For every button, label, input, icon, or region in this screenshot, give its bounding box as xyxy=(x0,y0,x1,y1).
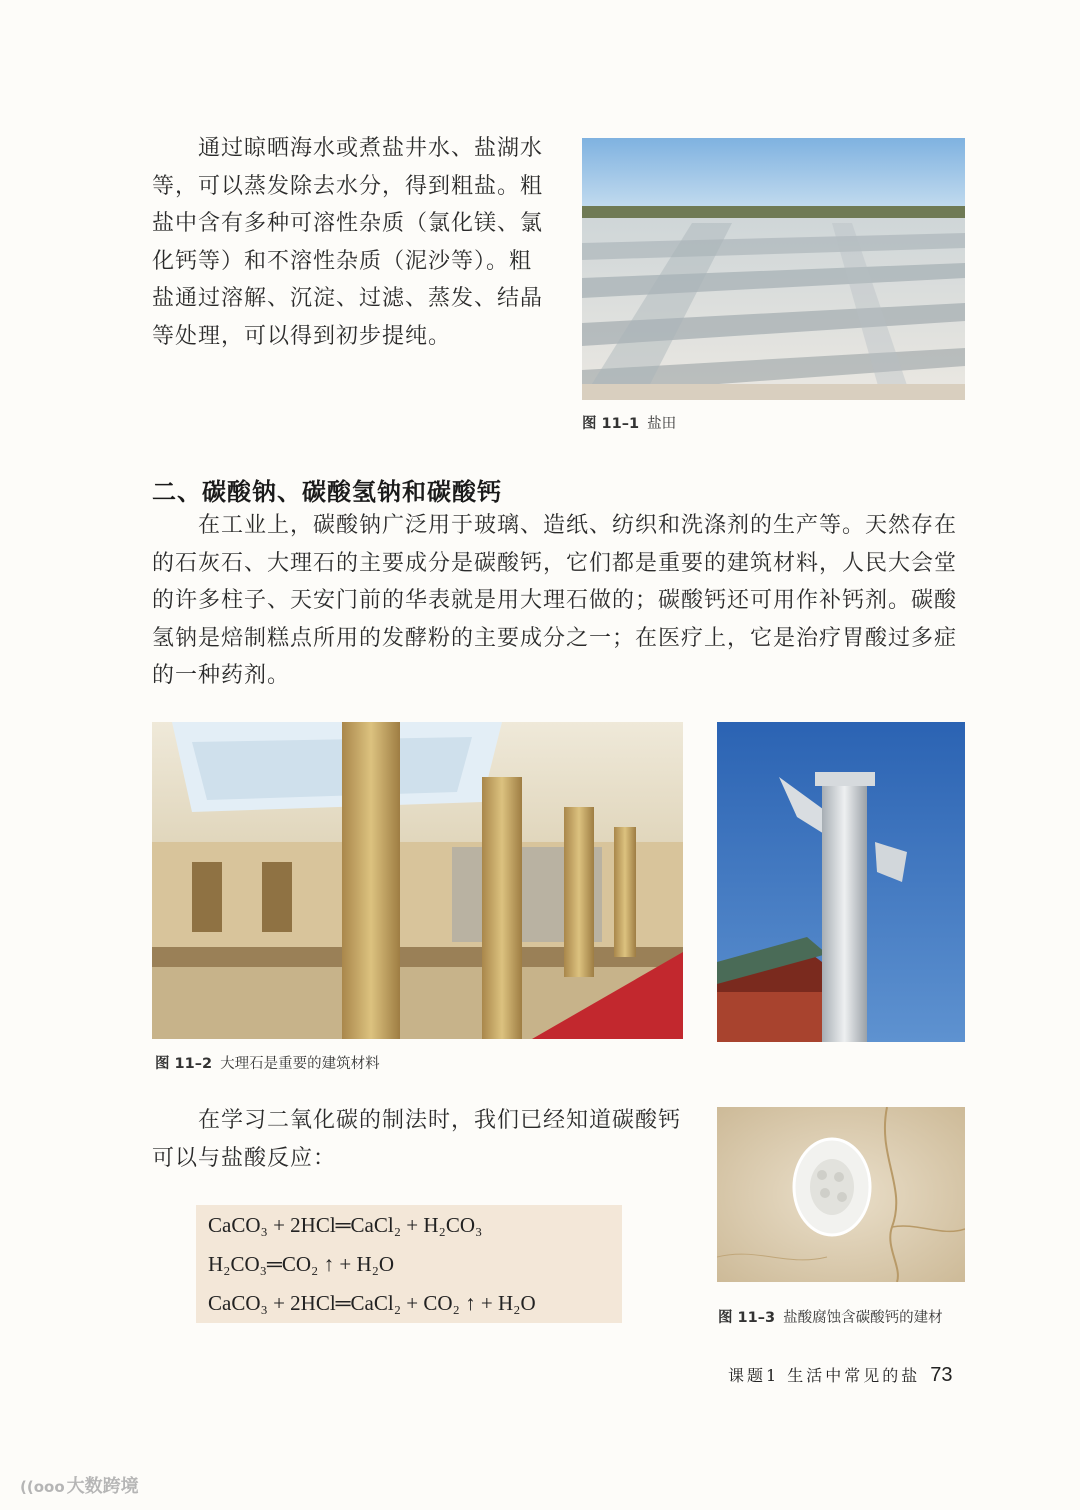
salt-field-photo xyxy=(582,138,965,400)
page-number: 73 xyxy=(930,1364,953,1386)
section-heading: 二、碳酸钠、碳酸氢钠和碳酸钙 xyxy=(152,478,502,506)
corroded-marble-photo xyxy=(717,1107,965,1282)
figure-caption-text: 盐田 xyxy=(647,416,677,432)
figure-caption-text: 盐酸腐蚀含碳酸钙的建材 xyxy=(783,1310,943,1326)
figure-number: 图 11–1 xyxy=(582,416,640,432)
figure-11-1-caption xyxy=(582,412,676,433)
figure-number: 图 11–2 xyxy=(155,1056,213,1072)
hcl-reaction-paragraph: 在学习二氧化碳的制法时，我们已经知道碳酸钙可以与盐酸反应： xyxy=(152,1108,682,1171)
equation-1: CaCO₃ + 2HCl═CaCl₂ + H₂CO₃ xyxy=(208,1213,483,1237)
equation-3: CaCO₃ + 2HCl═CaCl₂ + CO₂ ↑ + H₂O xyxy=(208,1291,536,1315)
huabiao-column-photo xyxy=(717,722,965,1042)
page-footer xyxy=(728,1363,953,1387)
figure-caption-text: 大理石是重要的建筑材料 xyxy=(220,1056,380,1072)
watermark xyxy=(20,1472,139,1498)
figure-11-2-caption xyxy=(155,1052,380,1073)
watermark-text: 大数跨境 xyxy=(66,1476,139,1497)
figure-11-3-caption xyxy=(718,1306,943,1327)
equation-2: H₂CO₃═CO₂ ↑ + H₂O xyxy=(208,1252,395,1276)
equation-box xyxy=(196,1205,622,1323)
salt-intro-paragraph: 通过晾晒海水或煮盐井水、盐湖水等，可以蒸发除去水分，得到粗盐。粗盐中含有多种可溶性杂质（氯化镁、氯化钙等）和不溶性杂质（泥沙等）。粗盐通过溶解、沉淀、过滤、蒸发、结晶等处理，可以得到初步提纯。 xyxy=(152,136,544,349)
carbonates-paragraph: 在工业上，碳酸钠广泛用于玻璃、造纸、纺织和洗涤剂的生产等。天然存在的石灰石、大理石的主要成分是碳酸钙，它们都是重要的建筑材料，人民大会堂的许多柱子、天安门前的华表就是用大理石做的；碳酸钙还可用作补钙剂。碳酸氢钠是焙制糕点所用的发酵粉的主要成分之一；在医疗上，它是治疗胃酸过多症的一种药剂。 xyxy=(152,513,958,688)
watermark-logo-icon: ((ooo xyxy=(20,1478,65,1496)
marble-hall-photo xyxy=(152,722,683,1039)
figure-number: 图 11–3 xyxy=(718,1310,776,1326)
lesson-title: 课题1 生活中常见的盐 xyxy=(728,1366,921,1385)
